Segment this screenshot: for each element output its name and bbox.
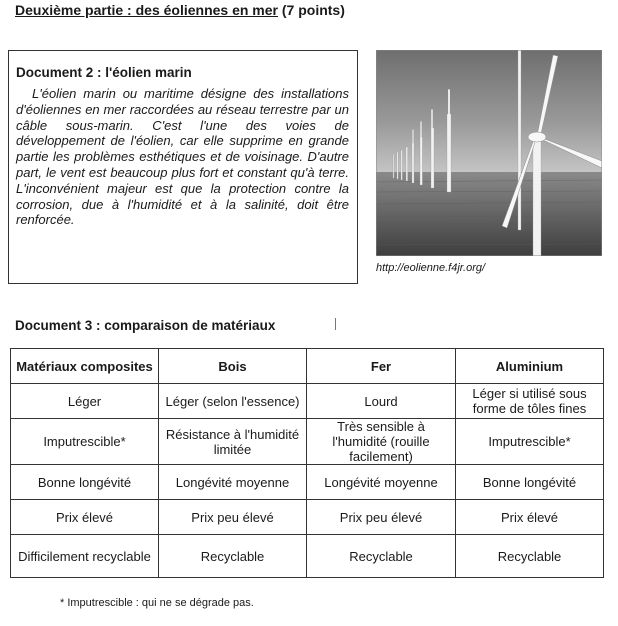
- table-cell: Prix peu élevé: [307, 500, 456, 535]
- offshore-wind-turbines-photo: [376, 50, 602, 256]
- table-header-cell: Bois: [159, 349, 307, 384]
- document-2-title: Document 2 : l'éolien marin: [16, 65, 192, 80]
- document-2-text: L'éolien marin ou maritime désigne des installations d'éoliennes en mer raccordées au réseau terrestre par un câble sous-marin. C'est l'une des voies de développement de l'éolien, car elle supprime en grande partie les problèmes esthétiques et de voisinage. D'autre part, le vent est beaucoup plus fort et constant qu'à terre. L'inconvénient majeur est que la protection contre la corrosion, due à l'humidité et à la salinité, doit être renforcée.: [16, 86, 349, 228]
- table-cell: Recyclable: [456, 535, 604, 578]
- table-cell: Léger: [11, 384, 159, 419]
- document-3-title: Document 3 : comparaison de matériaux: [15, 318, 276, 333]
- table-cell: Recyclable: [159, 535, 307, 578]
- photo-caption: http://eolienne.f4jr.org/: [376, 262, 486, 274]
- section-title-main: Deuxième partie : des éoliennes en mer: [15, 2, 278, 18]
- section-title: [15, 2, 345, 18]
- table-cell: Imputrescible*: [456, 419, 604, 465]
- document-2-box: [8, 50, 358, 284]
- table-cell: Imputrescible*: [11, 419, 159, 465]
- table-cell: Longévité moyenne: [307, 465, 456, 500]
- table-header-cell: Matériaux composites: [11, 349, 159, 384]
- table-cell: Difficilement recyclable: [11, 535, 159, 578]
- table-row: [11, 384, 604, 419]
- table-cell: Très sensible à l'humidité (rouille facilement): [307, 419, 456, 465]
- table-header-cell: Fer: [307, 349, 456, 384]
- table-cell: Résistance à l'humidité limitée: [159, 419, 307, 465]
- table-cell: Bonne longévité: [11, 465, 159, 500]
- table-header-cell: Aluminium: [456, 349, 604, 384]
- table-cell: Léger si utilisé sous forme de tôles fines: [456, 384, 604, 419]
- section-title-points: (7 points): [278, 2, 345, 18]
- table-cell: Prix peu élevé: [159, 500, 307, 535]
- table-row: [11, 535, 604, 578]
- table-cell: Recyclable: [307, 535, 456, 578]
- table-cell: Léger (selon l'essence): [159, 384, 307, 419]
- table-cell: Prix élevé: [11, 500, 159, 535]
- table-header-row: [11, 349, 604, 384]
- stray-mark: [335, 318, 336, 330]
- table-row: [11, 465, 604, 500]
- table-cell: Bonne longévité: [456, 465, 604, 500]
- table-cell: Longévité moyenne: [159, 465, 307, 500]
- table-row: [11, 500, 604, 535]
- table-cell: Prix élevé: [456, 500, 604, 535]
- table-row: [11, 419, 604, 465]
- table-footnote: * Imputrescible : qui ne se dégrade pas.: [60, 597, 254, 609]
- materials-comparison-table: [10, 348, 604, 578]
- table-cell: Lourd: [307, 384, 456, 419]
